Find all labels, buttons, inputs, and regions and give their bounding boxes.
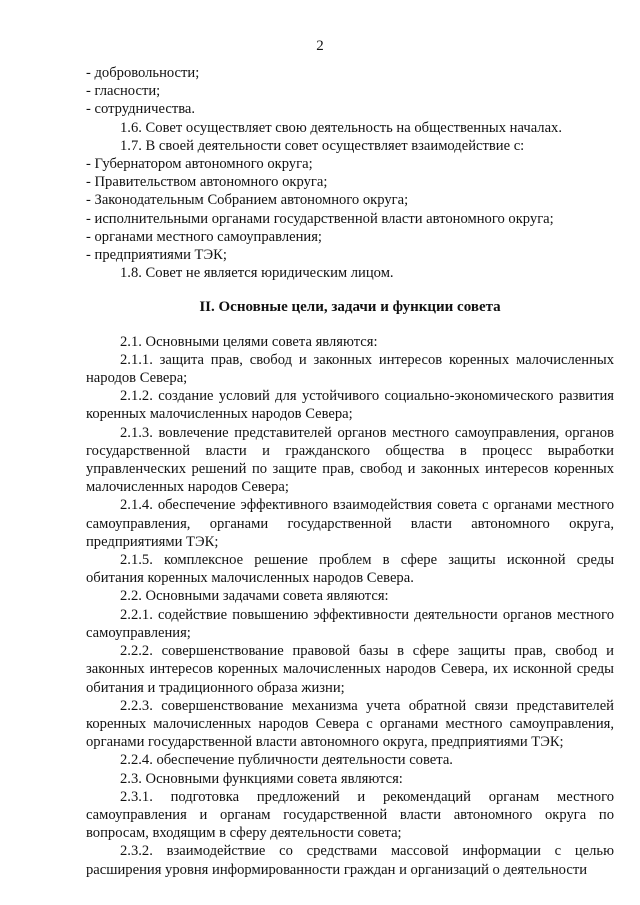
clause-1-8: 1.8. Совет не является юридическим лицом.	[120, 265, 394, 282]
list-item: - Губернатором автономного округа;	[86, 156, 313, 173]
clause-2-1-5: 2.1.5. комплексное решение проблем в сфере защиты исконной среды обитания коренных малочисленных народов Севера.	[86, 552, 614, 587]
list-item: - сотрудничества.	[86, 101, 196, 118]
clause-2-2: 2.2. Основными задачами совета являются:	[120, 588, 389, 605]
clause-1-6: 1.6. Совет осуществляет свою деятельность на общественных началах.	[120, 119, 563, 136]
clause-2-1-2: 2.1.2. создание условий для устойчивого социально-экономического развития коренных малочисленных народов Севера;	[86, 388, 614, 423]
list-item: - гласности;	[86, 83, 161, 100]
clause-2-2-1: 2.2.1. содействие повышению эффективности деятельности органов местного самоуправления;	[86, 606, 614, 641]
clause-2-3-1: 2.3.1. подготовка предложений и рекомендаций органам местного самоуправления и органам государственной власти автономного округа по вопросам, входящим в сферу деятельности совета;	[86, 788, 614, 842]
clause-2-3: 2.3. Основными функциями совета являются:	[120, 770, 403, 787]
list-item: - Законодательным Собранием автономного округа;	[86, 192, 409, 209]
document-body	[86, 64, 614, 879]
list-item: - Правительством автономного округа;	[86, 174, 328, 191]
clause-2-2-4: 2.2.4. обеспечение публичности деятельности совета.	[120, 752, 453, 769]
clause-2-1: 2.1. Основными целями совета являются:	[120, 333, 378, 350]
section-heading: II. Основные цели, задачи и функции совета	[199, 299, 501, 316]
clause-2-2-3: 2.2.3. совершенствование механизма учета обратной связи представителей коренных малочисленных народов Севера с органами местного самоуправления, органами государственной власти автономного округа, предприятиями ТЭК;	[86, 697, 614, 751]
list-item: - исполнительными органами государственной власти автономного округа;	[86, 210, 554, 227]
clause-2-3-2: 2.3.2. взаимодействие со средствами массовой информации с целью расширения уровня информированности граждан и организаций о деятельности	[86, 843, 614, 878]
page-number: 2	[316, 38, 324, 54]
list-item: - органами местного самоуправления;	[86, 228, 322, 245]
clause-2-1-3: 2.1.3. вовлечение представителей органов местного самоуправления, органов государственной власти и гражданского общества в процесс выработки управленческих решений по защите прав, свобод и законных интересов коренных малочисленных народов Севера;	[86, 424, 614, 496]
clause-2-1-1: 2.1.1. защита прав, свобод и законных интересов коренных малочисленных народов Севера;	[86, 351, 614, 387]
list-item: - добровольности;	[86, 65, 200, 81]
clause-2-2-2: 2.2.2. совершенствование правовой базы в сфере защиты прав, свобод и законных интересов коренных малочисленных народов Севера, их исконной среды обитания и традиционного образа жизни;	[86, 643, 614, 696]
list-item: - предприятиями ТЭК;	[86, 247, 227, 264]
clause-1-7: 1.7. В своей деятельности совет осуществляет взаимодействие с:	[120, 137, 525, 154]
clause-2-1-4: 2.1.4. обеспечение эффективного взаимодействия совета с органами местного самоуправления, органами государственной власти автономного округа, предприятиями ТЭК;	[86, 497, 614, 550]
